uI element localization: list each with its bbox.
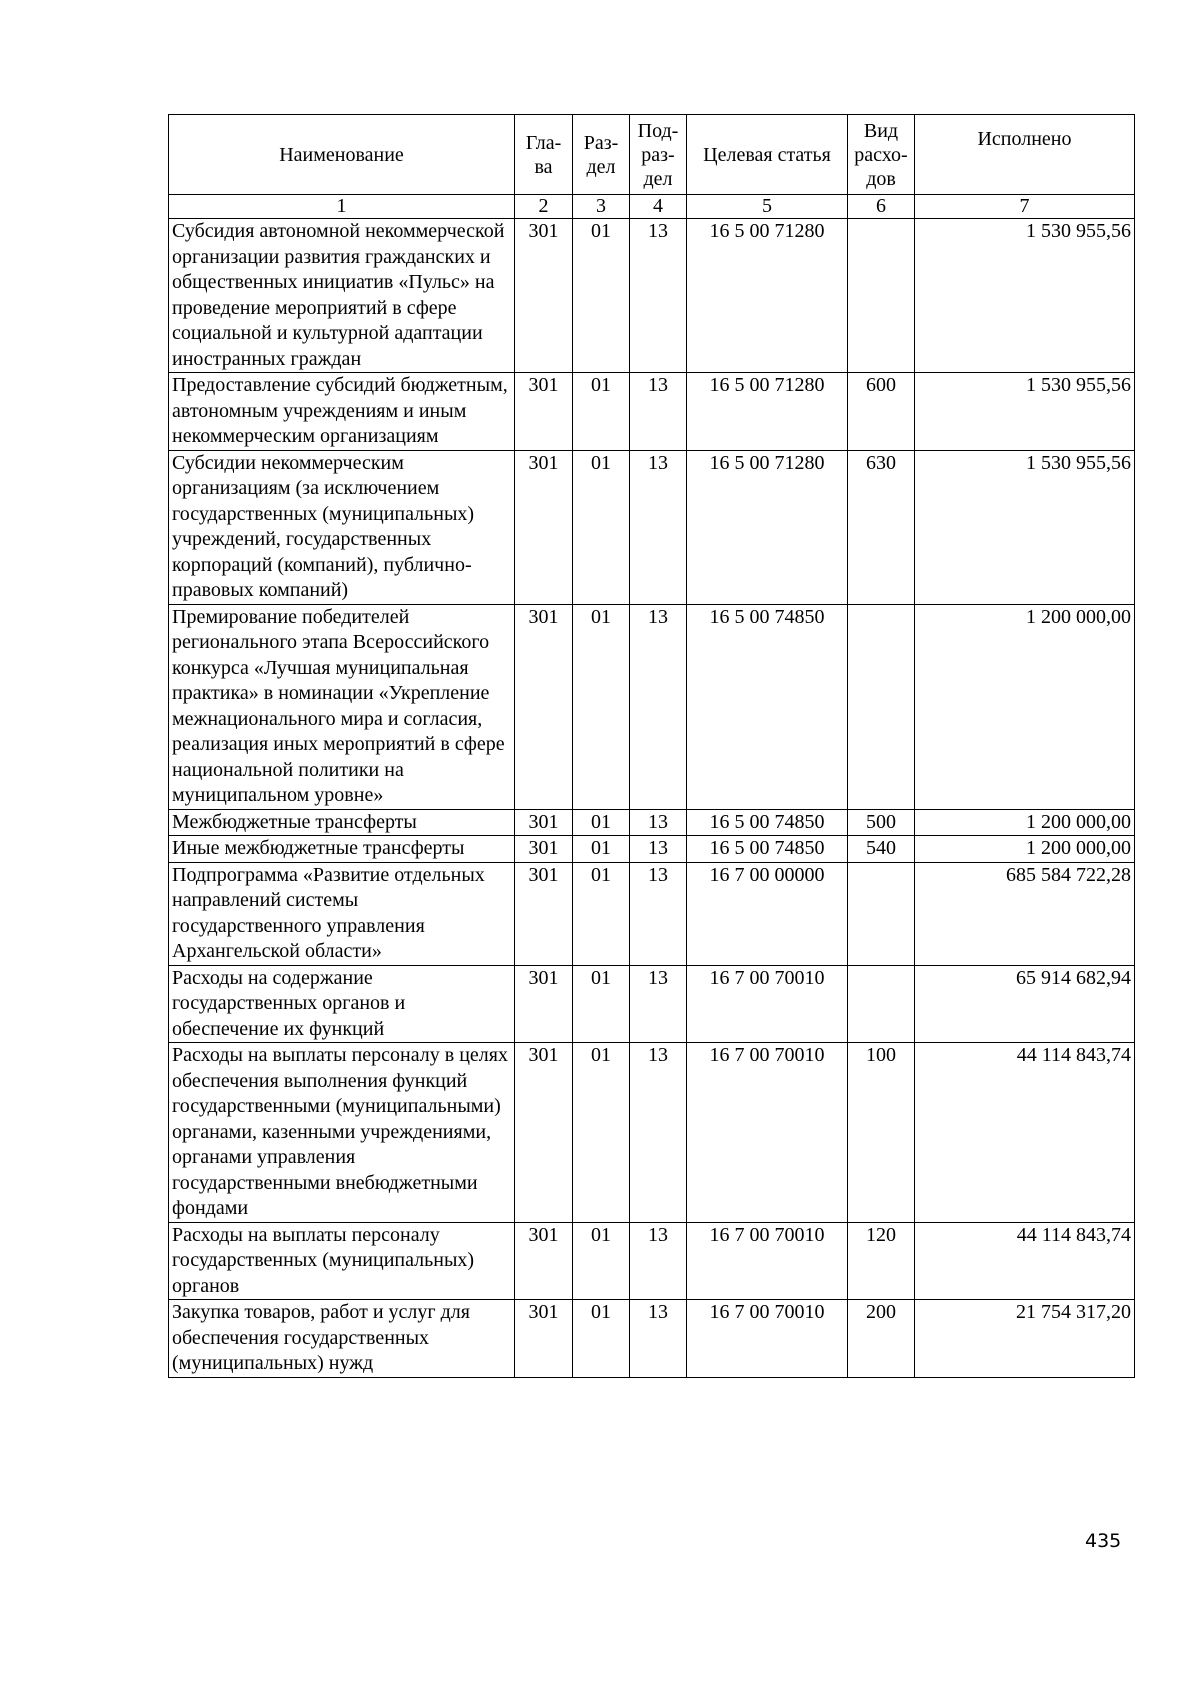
header-razdel-text: Раз- дел — [583, 131, 619, 178]
cell-glava: 301 — [515, 965, 573, 1043]
cell-name: Межбюджетные трансферты — [169, 809, 515, 836]
table-row — [169, 809, 1135, 836]
cell-glava: 301 — [515, 373, 573, 451]
cell-ispolneno: 44 114 843,74 — [915, 1043, 1135, 1223]
cell-name: Предоставление субсидий бюджетным, автономным учреждениям и иным некоммерческим организациям — [169, 373, 515, 451]
cell-podrazdel: 13 — [630, 450, 687, 604]
cell-vid: 200 — [848, 1300, 915, 1378]
cell-name: Подпрограмма «Развитие отдельных направлений системы государственного управления Архангельской области» — [169, 862, 515, 965]
cell-podrazdel: 13 — [630, 836, 687, 863]
cell-ispolneno: 1 530 955,56 — [915, 219, 1135, 373]
cell-celevaya: 16 7 00 00000 — [687, 862, 848, 965]
cell-glava: 301 — [515, 450, 573, 604]
header-podrazdel — [630, 115, 687, 195]
cell-glava: 301 — [515, 219, 573, 373]
cell-razdel: 01 — [573, 373, 630, 451]
cell-podrazdel: 13 — [630, 604, 687, 809]
column-number-row — [169, 195, 1135, 219]
cell-razdel: 01 — [573, 450, 630, 604]
cell-name: Расходы на выплаты персоналу государственных (муниципальных) органов — [169, 1222, 515, 1300]
cell-name: Закупка товаров, работ и услуг для обеспечения государственных (муниципальных) нужд — [169, 1300, 515, 1378]
cell-vid — [848, 862, 915, 965]
cell-razdel: 01 — [573, 1300, 630, 1378]
cell-ispolneno: 1 200 000,00 — [915, 836, 1135, 863]
table-row — [169, 373, 1135, 451]
table-row — [169, 836, 1135, 863]
page-number: 435 — [1085, 1530, 1122, 1552]
cell-name: Субсидии некоммерческим организациям (за исключением государственных (муниципальных) учреждений, государственных корпораций (компаний), публично-правовых компаний) — [169, 450, 515, 604]
cell-podrazdel: 13 — [630, 1300, 687, 1378]
header-vid — [848, 115, 915, 195]
cell-celevaya: 16 5 00 71280 — [687, 219, 848, 373]
cell-glava: 301 — [515, 809, 573, 836]
header-glava-text: Гла- ва — [525, 131, 562, 178]
table-row — [169, 1043, 1135, 1223]
column-number: 3 — [573, 195, 630, 219]
cell-name: Расходы на содержание государственных органов и обеспечение их функций — [169, 965, 515, 1043]
column-number: 2 — [515, 195, 573, 219]
cell-vid — [848, 219, 915, 373]
cell-vid: 540 — [848, 836, 915, 863]
table-row — [169, 604, 1135, 809]
cell-razdel: 01 — [573, 862, 630, 965]
cell-name: Расходы на выплаты персоналу в целях обеспечения выполнения функций государственными (муниципальными) органами, казенными учреждениями, органами управления государственными внебюджетными фондами — [169, 1043, 515, 1223]
cell-ispolneno: 1 200 000,00 — [915, 604, 1135, 809]
cell-razdel: 01 — [573, 836, 630, 863]
table-row — [169, 1222, 1135, 1300]
cell-celevaya: 16 5 00 71280 — [687, 450, 848, 604]
cell-celevaya: 16 5 00 74850 — [687, 836, 848, 863]
cell-celevaya: 16 5 00 71280 — [687, 373, 848, 451]
table-row — [169, 1300, 1135, 1378]
header-ispolneno: Исполнено — [915, 115, 1135, 195]
cell-name: Субсидия автономной некоммерческой организации развития гражданских и общественных инициатив «Пульс» на проведение мероприятий в сфере социальной и культурной адаптации иностранных граждан — [169, 219, 515, 373]
header-razdel — [573, 115, 630, 195]
cell-ispolneno: 1 200 000,00 — [915, 809, 1135, 836]
header-celevaya: Целевая статья — [687, 115, 848, 195]
cell-podrazdel: 13 — [630, 862, 687, 965]
cell-ispolneno: 1 530 955,56 — [915, 450, 1135, 604]
cell-name: Иные межбюджетные трансферты — [169, 836, 515, 863]
cell-podrazdel: 13 — [630, 1043, 687, 1223]
table-row — [169, 965, 1135, 1043]
cell-celevaya: 16 7 00 70010 — [687, 965, 848, 1043]
header-podrazdel-text: Под- раз- дел — [637, 119, 679, 190]
cell-celevaya: 16 5 00 74850 — [687, 604, 848, 809]
cell-podrazdel: 13 — [630, 965, 687, 1043]
cell-celevaya: 16 7 00 70010 — [687, 1043, 848, 1223]
cell-vid: 100 — [848, 1043, 915, 1223]
cell-razdel: 01 — [573, 965, 630, 1043]
header-vid-text: Вид расхо- дов — [854, 119, 908, 190]
cell-glava: 301 — [515, 1222, 573, 1300]
cell-podrazdel: 13 — [630, 1222, 687, 1300]
cell-glava: 301 — [515, 862, 573, 965]
cell-vid — [848, 965, 915, 1043]
cell-vid: 630 — [848, 450, 915, 604]
cell-celevaya: 16 7 00 70010 — [687, 1222, 848, 1300]
cell-glava: 301 — [515, 1043, 573, 1223]
column-number: 4 — [630, 195, 687, 219]
table-row — [169, 450, 1135, 604]
cell-razdel: 01 — [573, 809, 630, 836]
cell-razdel: 01 — [573, 1043, 630, 1223]
cell-podrazdel: 13 — [630, 219, 687, 373]
cell-glava: 301 — [515, 836, 573, 863]
cell-name: Премирование победителей регионального этапа Всероссийского конкурса «Лучшая муниципальная практика» в номинации «Укрепление межнационального мира и согласия, реализация иных мероприятий в сфере национальной политики на муниципальном уровне» — [169, 604, 515, 809]
cell-vid: 500 — [848, 809, 915, 836]
cell-razdel: 01 — [573, 604, 630, 809]
cell-ispolneno: 44 114 843,74 — [915, 1222, 1135, 1300]
cell-glava: 301 — [515, 1300, 573, 1378]
cell-vid: 120 — [848, 1222, 915, 1300]
header-glava — [515, 115, 573, 195]
cell-razdel: 01 — [573, 1222, 630, 1300]
cell-glava: 301 — [515, 604, 573, 809]
column-number: 7 — [915, 195, 1135, 219]
cell-podrazdel: 13 — [630, 809, 687, 836]
table-row — [169, 862, 1135, 965]
header-row — [169, 115, 1135, 195]
column-number: 6 — [848, 195, 915, 219]
column-number: 1 — [169, 195, 515, 219]
cell-vid: 600 — [848, 373, 915, 451]
budget-table — [168, 114, 1135, 1378]
table-row — [169, 219, 1135, 373]
header-name: Наименование — [169, 115, 515, 195]
cell-celevaya: 16 7 00 70010 — [687, 1300, 848, 1378]
column-number: 5 — [687, 195, 848, 219]
cell-ispolneno: 65 914 682,94 — [915, 965, 1135, 1043]
cell-ispolneno: 21 754 317,20 — [915, 1300, 1135, 1378]
cell-vid — [848, 604, 915, 809]
cell-razdel: 01 — [573, 219, 630, 373]
cell-celevaya: 16 5 00 74850 — [687, 809, 848, 836]
cell-ispolneno: 1 530 955,56 — [915, 373, 1135, 451]
cell-podrazdel: 13 — [630, 373, 687, 451]
cell-ispolneno: 685 584 722,28 — [915, 862, 1135, 965]
